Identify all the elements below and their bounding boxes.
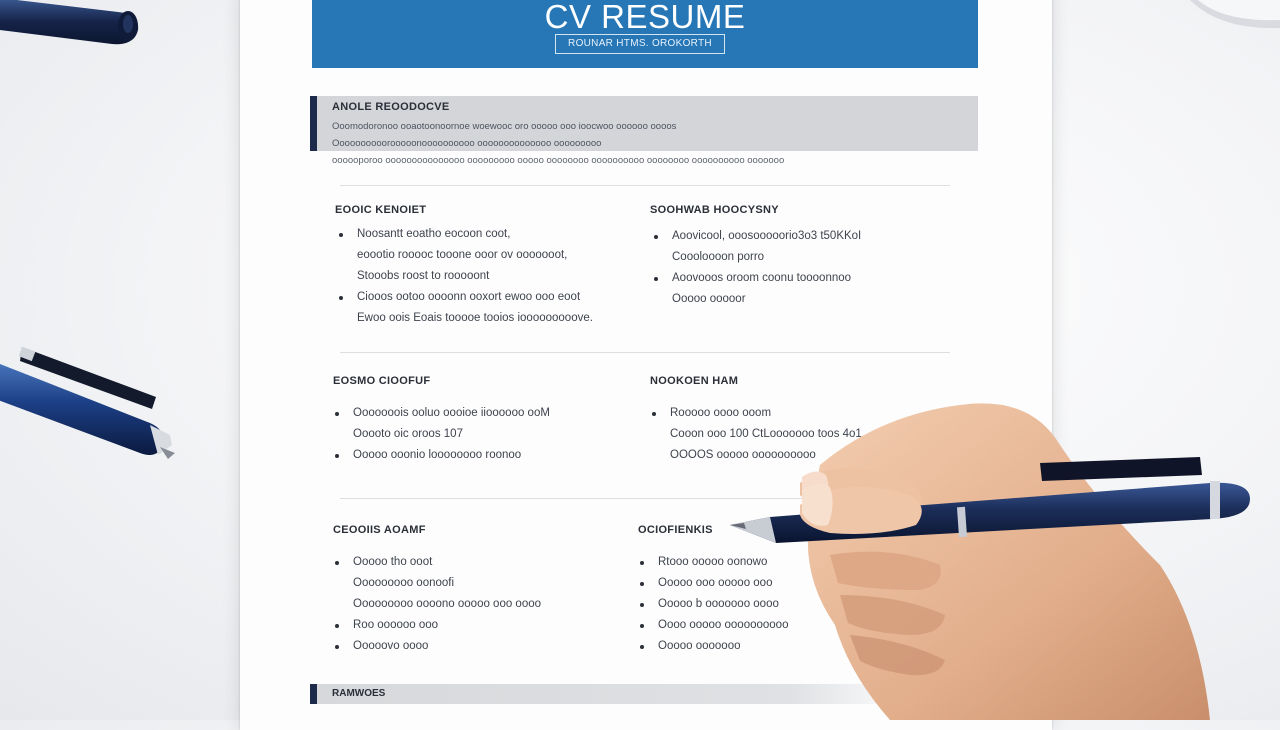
list-item: Ciooos ootoo oooonn ooxort ewoo ooo eoot [337, 287, 593, 308]
resume-header [312, 0, 978, 68]
list-item: Ooooooooo oooono ooooo ooo oooo [353, 598, 542, 610]
section-list [333, 552, 541, 657]
resume-subtitle: ROUNAR HTMS. OROKORTH [555, 34, 725, 54]
list-item: OOOOS ooooo oooooooooo [670, 449, 816, 461]
summary-line: oooooporoo ooooooooooooooo ooooooooo ooooo oooooooo oooooooooo oooooooo oooooooooo ooooooo [332, 155, 785, 166]
footer-accent [310, 684, 317, 704]
mug-top-right [1190, 0, 1280, 40]
list-item: Ooooo ooonio loooooooo roonoo [333, 445, 550, 466]
list-item: Ooooooois ooluo oooioe iioooooo ooM [333, 403, 550, 424]
list-item: Ewoo oois Eoais tooooe tooios iooooooooove. [357, 312, 593, 324]
list-item: Roo oooooo ooo [333, 615, 541, 636]
summary-section [310, 96, 978, 151]
section-list [337, 224, 593, 329]
summary-line: Oooooooooorooooonoooooooooo oooooooooooooo ooooooooo [332, 138, 602, 149]
list-item: Rtooo ooooo oonowo [638, 552, 788, 573]
resume-title: CV RESUME [544, 0, 746, 35]
list-item: Noosantt eoatho eocoon coot, [337, 224, 593, 245]
list-item: Aoovooos oroom coonu toooonnoo [652, 268, 861, 289]
section-title: SOOHWAB HOOCYSNY [650, 204, 779, 216]
hand-with-pen [730, 395, 1280, 720]
list-item: Ooooo b ooooooo oooo [638, 594, 788, 615]
list-item: Stooobs roost to rooooont [357, 270, 490, 282]
section-title: NOOKOEN HAM [650, 375, 739, 387]
pen-top-left [0, 0, 160, 60]
list-item: Oooo ooooo oooooooooo [638, 615, 788, 636]
list-item: Ooooo ooooor [672, 293, 746, 305]
section-title: EOSMO CIOOFUF [333, 375, 431, 387]
list-item: Rooooo oooo ooom [650, 403, 862, 424]
footer-title: RAMWOES [332, 688, 386, 699]
pen-left [0, 335, 190, 475]
section-title: CEOOIIS AOAMF [333, 524, 426, 536]
list-item: Ooooooooo oonoofi [353, 577, 455, 589]
section-list [333, 403, 550, 466]
list-item: Ooooto oic oroos 107 [353, 428, 463, 440]
section-title: OCIOFIENKIS [638, 524, 713, 536]
list-item: Aoovicool, ooosooooorio3o3 t50KKoI [652, 226, 861, 247]
section-list [652, 226, 861, 310]
list-item: eoootio rooooc tooone ooor ov ooooooot, [357, 249, 568, 261]
list-item: Cooon ooo 100 CtLooooooo toos 4o1 [670, 428, 862, 440]
list-item: Ooooo ooo ooooo ooo [638, 573, 788, 594]
list-item: Ooooovo oooo [333, 636, 541, 657]
list-item: Coooloooon porro [672, 251, 765, 263]
summary-line: Ooomodoronoo ooaotoonoornoe woewooc oro ooooo ooo ioocwoo oooooo oooos [332, 121, 677, 132]
divider [340, 352, 950, 353]
divider [340, 185, 950, 186]
list-item: Ooooo tho ooot [333, 552, 541, 573]
list-item: Ooooo ooooooo [638, 636, 788, 657]
summary-title: ANOLE REOODOCVE [332, 101, 450, 113]
summary-accent [310, 96, 317, 151]
section-title: EOOIC KENOIET [335, 204, 427, 216]
